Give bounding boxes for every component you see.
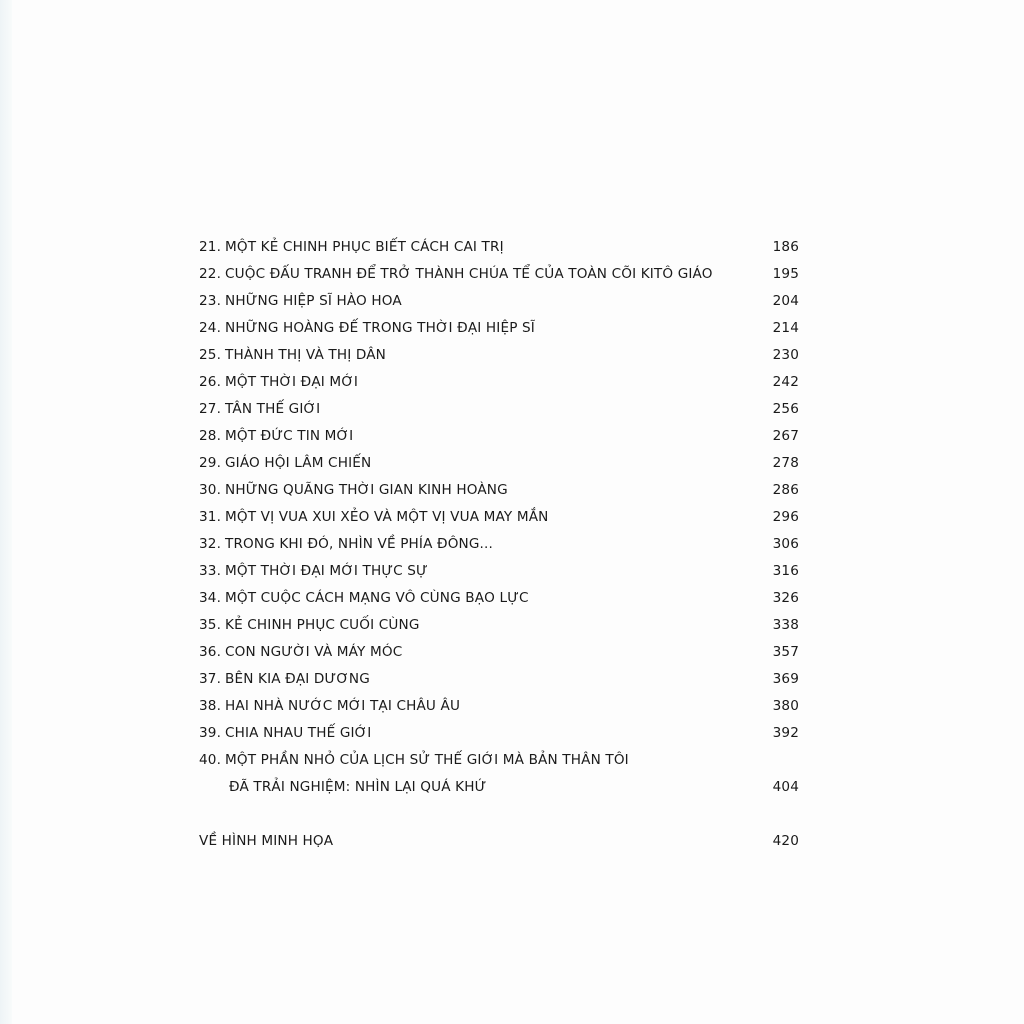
entry-number: 31. [199, 509, 222, 525]
entry-number: 36. [199, 644, 222, 660]
table-of-contents [199, 234, 801, 855]
entry-number: 30. [199, 482, 222, 498]
entry-title: MỘT CUỘC CÁCH MẠNG VÔ CÙNG BẠO LỰC [225, 590, 529, 606]
toc-entry-25 [199, 342, 801, 369]
toc-entry-28 [199, 423, 801, 450]
toc-entry-26 [199, 369, 801, 396]
entry-title: CON NGƯỜI VÀ MÁY MÓC [225, 644, 403, 660]
toc-entry-31 [199, 504, 801, 531]
toc-entry-22 [199, 261, 801, 288]
entry-number: 24. [199, 320, 222, 336]
entry-page: 420 [772, 833, 799, 849]
entry-number: 40. [199, 752, 222, 768]
entry-title: MỘT THỜI ĐẠI MỚI THỰC SỰ [225, 563, 428, 579]
entry-title: KẺ CHINH PHỤC CUỐI CÙNG [225, 617, 420, 633]
entry-page: 242 [772, 374, 799, 390]
entry-page: 326 [772, 590, 799, 606]
entry-title: NHỮNG QUÃNG THỜI GIAN KINH HOÀNG [225, 482, 508, 498]
entry-page: 404 [772, 779, 799, 795]
entry-title: HAI NHÀ NƯỚC MỚI TẠI CHÂU ÂU [225, 698, 461, 714]
toc-entry-35 [199, 612, 801, 639]
entry-page: 195 [772, 266, 799, 282]
entry-page: 204 [772, 293, 799, 309]
entry-title: MỘT THỜI ĐẠI MỚI [225, 374, 359, 390]
entry-page: 214 [772, 320, 799, 336]
entry-number: 38. [199, 698, 222, 714]
entry-title: MỘT ĐỨC TIN MỚI [225, 428, 354, 444]
entry-number: 28. [199, 428, 222, 444]
entry-title: TÂN THẾ GIỚI [225, 401, 321, 417]
entry-number: 27. [199, 401, 222, 417]
toc-entry-36 [199, 639, 801, 666]
entry-title: GIÁO HỘI LÂM CHIẾN [225, 455, 372, 471]
toc-entry-32 [199, 531, 801, 558]
entry-title: MỘT KẺ CHINH PHỤC BIẾT CÁCH CAI TRỊ [225, 239, 504, 255]
toc-entry-24 [199, 315, 801, 342]
toc-entry-39 [199, 720, 801, 747]
entry-number: 37. [199, 671, 222, 687]
toc-entry-27 [199, 396, 801, 423]
toc-entry-40-continued [199, 774, 801, 801]
entry-number: 25. [199, 347, 222, 363]
entry-title: NHỮNG HOÀNG ĐẾ TRONG THỜI ĐẠI HIỆP SĨ [225, 320, 535, 336]
entry-title: THÀNH THỊ VÀ THỊ DÂN [225, 347, 386, 363]
entry-title: CUỘC ĐẤU TRANH ĐỂ TRỞ THÀNH CHÚA TỂ CỦA TOÀN CÕI KITÔ GIÁO [225, 266, 713, 282]
entry-title: NHỮNG HIỆP SĨ HÀO HOA [225, 293, 402, 309]
toc-entry-23 [199, 288, 801, 315]
entry-title: CHIA NHAU THẾ GIỚI [225, 725, 372, 741]
entry-page: 338 [772, 617, 799, 633]
toc-entry-37 [199, 666, 801, 693]
entry-page: 306 [772, 536, 799, 552]
entry-title: VỀ HÌNH MINH HỌA [199, 833, 334, 849]
entry-number: 33. [199, 563, 222, 579]
entry-title-continued: ĐÃ TRẢI NGHIỆM: NHÌN LẠI QUÁ KHỨ [229, 779, 487, 795]
entry-page: 316 [772, 563, 799, 579]
entry-page: 369 [772, 671, 799, 687]
toc-entry-21 [199, 234, 801, 261]
entry-number: 35. [199, 617, 222, 633]
entry-page: 286 [772, 482, 799, 498]
entry-number: 34. [199, 590, 222, 606]
entry-title: MỘT PHẦN NHỎ CỦA LỊCH SỬ THẾ GIỚI MÀ BẢN THÂN TÔI [225, 752, 629, 768]
entry-page: 357 [772, 644, 799, 660]
toc-entry-38 [199, 693, 801, 720]
toc-entry-40 [199, 747, 801, 774]
toc-entry-30 [199, 477, 801, 504]
entry-page: 278 [772, 455, 799, 471]
entry-title: BÊN KIA ĐẠI DƯƠNG [225, 671, 370, 687]
entry-number: 22. [199, 266, 222, 282]
toc-entry-34 [199, 585, 801, 612]
section-gap [199, 801, 801, 828]
entry-page: 186 [772, 239, 799, 255]
toc-entry-33 [199, 558, 801, 585]
page-edge-shadow [0, 0, 12, 1024]
entry-page: 380 [772, 698, 799, 714]
entry-title: TRONG KHI ĐÓ, NHÌN VỀ PHÍA ĐÔNG... [225, 536, 493, 552]
entry-title: MỘT VỊ VUA XUI XẺO VÀ MỘT VỊ VUA MAY MẮN [225, 509, 549, 525]
entry-number: 32. [199, 536, 222, 552]
entry-number: 23. [199, 293, 222, 309]
entry-page: 267 [772, 428, 799, 444]
entry-number: 21. [199, 239, 222, 255]
entry-page: 230 [772, 347, 799, 363]
entry-page: 296 [772, 509, 799, 525]
entry-page: 256 [772, 401, 799, 417]
toc-entry-illustrations [199, 828, 801, 855]
entry-page: 392 [772, 725, 799, 741]
entry-number: 26. [199, 374, 222, 390]
entry-number: 39. [199, 725, 222, 741]
toc-entry-29 [199, 450, 801, 477]
entry-number: 29. [199, 455, 222, 471]
